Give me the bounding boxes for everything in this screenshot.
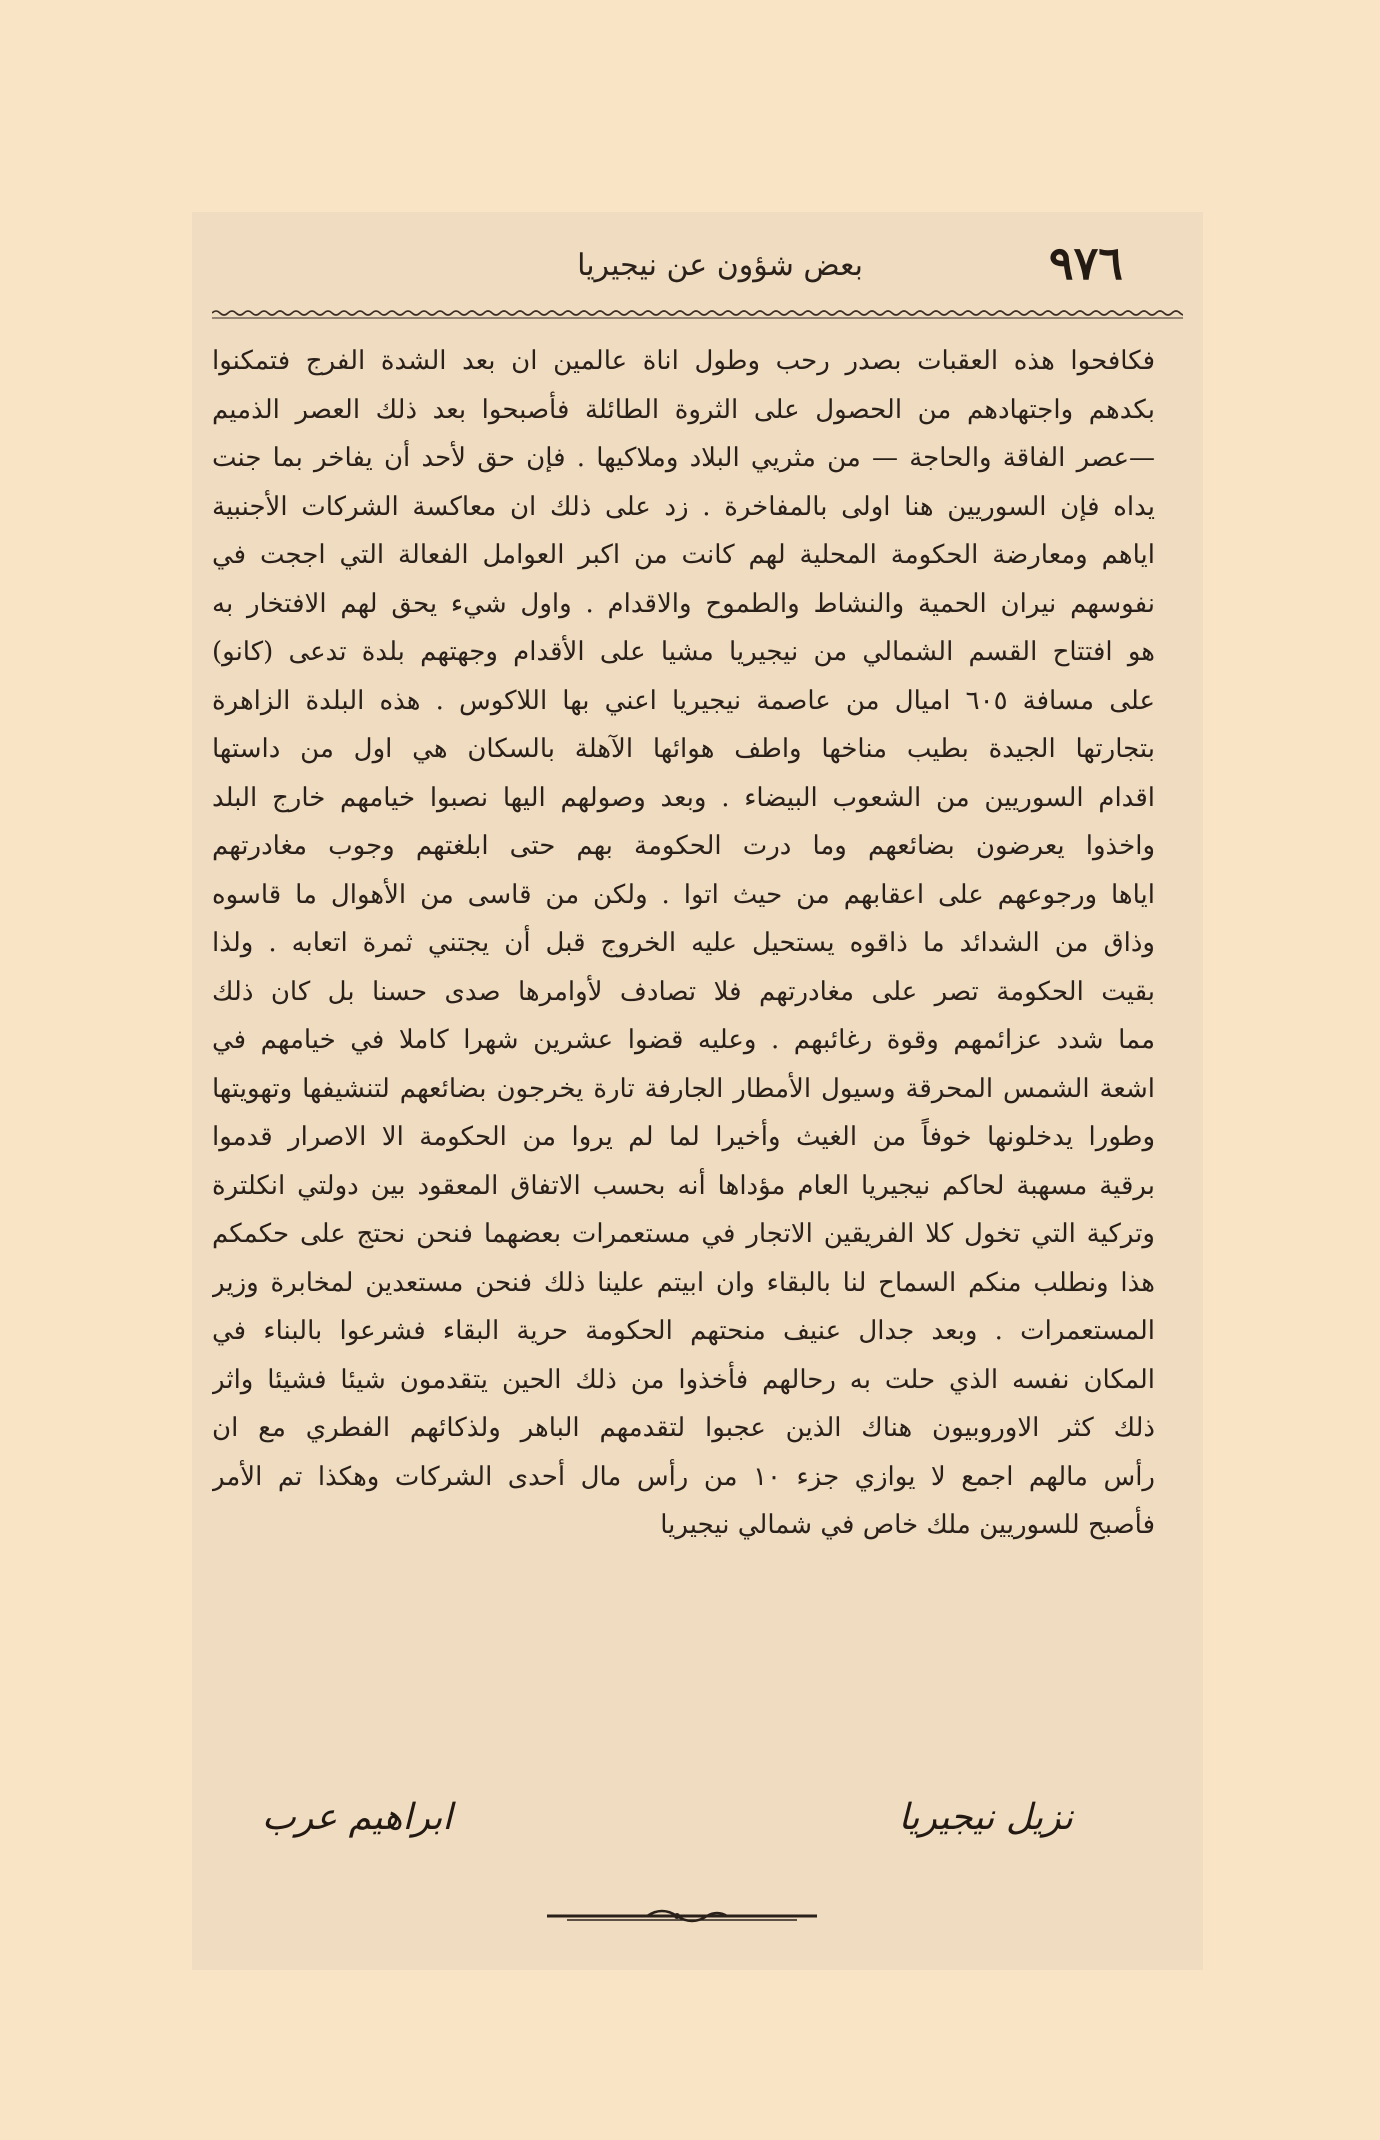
text-line: —عصر الفاقة والحاجة — من مثريي البلاد وملاكيها . فإن حق لأحد أن يفاخر بما جنت (212, 443, 1155, 473)
page-header (252, 232, 1123, 302)
text-line: بتجارتها الجيدة بطيب مناخها واطف هوائها الآهلة بالسكان هي اول من داستها (212, 734, 1155, 764)
text-line: مما شدد عزائمهم وقوة رغائبهم . وعليه قضوا عشرين شهرا كاملا في خيامهم في (212, 1025, 1155, 1055)
text-line: المكان نفسه الذي حلت به رحالهم فأخذوا من ذلك الحين يتقدمون شيئا فشيئا واثر (212, 1364, 1155, 1395)
text-line: اشعة الشمس المحرقة وسيول الأمطار الجارفة تارة يخرجون بضائعهم لتنشيفها وتهويتها (212, 1073, 1155, 1104)
text-line: ذلك كثر الاوروبيون هناك الذين عجبوا لتقدمهم الباهر ولذكائهم الفطري مع ان (212, 1413, 1155, 1443)
scanned-page (192, 212, 1203, 1970)
article-body (212, 337, 1155, 1550)
page-number: ٩٧٦ (1048, 236, 1123, 290)
text-line: يداه فإن السوريين هنا اولى بالمفاخرة . زد على ذلك ان معاكسة الشركات الأجنبية (212, 491, 1155, 522)
closing-ornament (537, 1904, 827, 1928)
text-line: وتركية التي تخول كلا الفريقين الاتجار في مستعمرات بعضهما فنحن نحتج على حكمكم (212, 1219, 1155, 1249)
text-line: بكدهم واجتهادهم من الحصول على الثروة الطائلة فأصبحوا بعد ذلك العصر الذميم (212, 394, 1155, 425)
text-line: نفوسهم نيران الحمية والنشاط والطموح والاقدام . واول شيء يحق لهم الافتخار به (212, 588, 1155, 619)
text-line: هو افتتاح القسم الشمالي من نيجيريا مشيا على الأقدام وجهتهم بلدة تدعى (كانو) (212, 637, 1155, 667)
text-line: برقية مسهبة لحاكم نيجيريا العام مؤداها أنه بحسب الاتفاق المعقود بين دولتي انكلترة (212, 1170, 1155, 1201)
text-line-last: فأصبح للسوريين ملك خاص في شمالي نيجيريا (660, 1510, 1155, 1540)
text-line: هذا ونطلب منكم السماح لنا بالبقاء وان ابيتم علينا ذلك فنحن مستعدين لمخابرة وزير (212, 1267, 1155, 1298)
text-line: اياها ورجوعهم على اعقابهم من حيث اتوا . ولكن من قاسى من الأهوال ما قاسوه (212, 879, 1155, 910)
text-line: المستعمرات . وبعد جدال عنيف منحتهم الحكومة حرية البقاء فشرعوا بالبناء في (212, 1316, 1155, 1346)
text-line: وطورا يدخلونها خوفاً من الغيث وأخيرا لما لم يروا من الحكومة الا الاصرار قدموا (212, 1122, 1155, 1152)
text-line: اقدام السوريين من الشعوب البيضاء . وبعد وصولهم اليها نصبوا خيامهم خارج البلد (212, 782, 1155, 813)
text-line: فكافحوا هذه العقبات بصدر رحب وطول اناة عالمين ان بعد الشدة الفرج فتمكنوا (212, 346, 1155, 376)
text-line: رأس مالهم اجمع لا يوازي جزء ١٠ من رأس مال أحدى الشركات وهكذا تم الأمر (212, 1461, 1155, 1492)
text-line: وذاق من الشدائد ما ذاقوه يستحيل عليه الخروج قبل أن يجتني ثمرة اتعابه . ولذا (212, 928, 1155, 958)
running-title: بعض شؤون عن نيجيريا (577, 248, 863, 283)
signature-place: نزيل نيجيريا (898, 1797, 1073, 1838)
header-rule (212, 308, 1183, 320)
text-line: بقيت الحكومة تصر على مغادرتهم فلا تصادف لأوامرها صدى حسنا بل كان ذلك (212, 976, 1155, 1007)
signature-author: ابراهيم عرب (262, 1797, 453, 1838)
text-line: على مسافة ٦٠٥ اميال من عاصمة نيجيريا اعني بها اللاكوس . هذه البلدة الزاهرة (212, 685, 1155, 716)
text-line: واخذوا يعرضون بضائعهم وما درت الحكومة بهم حتى ابلغتهم وجوب مغادرتهم (212, 831, 1155, 861)
text-line: اياهم ومعارضة الحكومة المحلية لهم كانت من اكبر العوامل الفعالة التي اججت في (212, 540, 1155, 570)
